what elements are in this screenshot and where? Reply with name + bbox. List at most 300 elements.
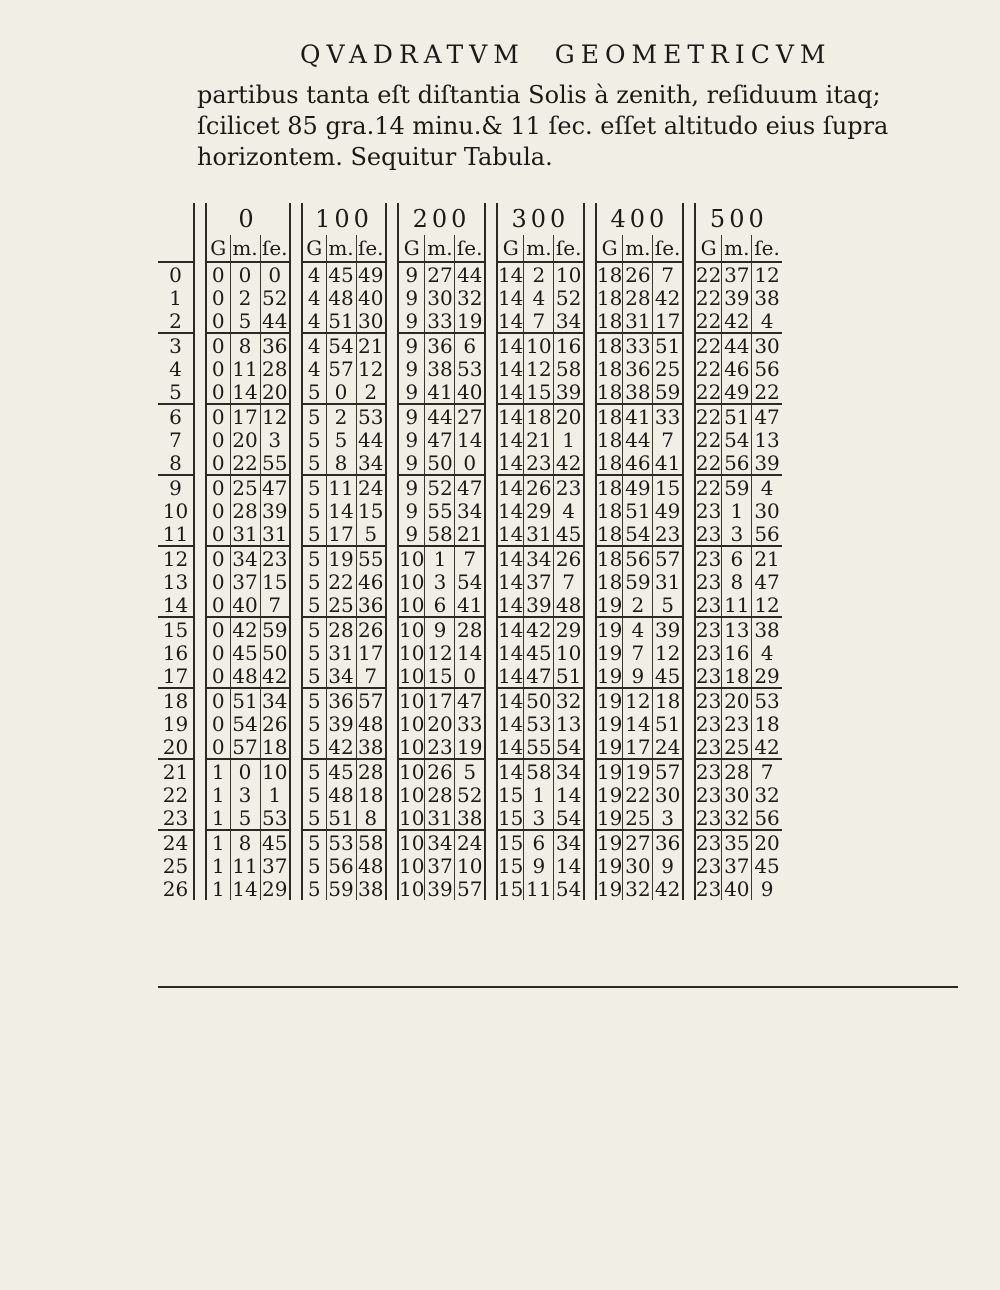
cell-seconds: 42 bbox=[654, 877, 681, 900]
column-divider bbox=[683, 570, 695, 593]
cell-seconds: 34 bbox=[356, 451, 386, 475]
group-header: 300 bbox=[511, 205, 570, 233]
cell-seconds: 5 bbox=[356, 522, 386, 546]
column-divider bbox=[194, 759, 206, 783]
table-row bbox=[158, 262, 782, 286]
cell-degrees: 10 bbox=[399, 688, 425, 712]
cell-minutes: 34 bbox=[425, 830, 455, 854]
cell-degrees: 9 bbox=[398, 333, 425, 357]
column-divider bbox=[194, 877, 206, 900]
subheader-degrees: G bbox=[497, 235, 524, 262]
column-divider bbox=[485, 688, 497, 712]
cell-seconds: 0 bbox=[455, 664, 485, 688]
subheader-seconds: ſe. bbox=[653, 235, 683, 262]
cell-seconds: 36 bbox=[654, 830, 681, 854]
cell-seconds: 27 bbox=[456, 404, 483, 428]
cell-degrees: 0 bbox=[206, 712, 230, 735]
cell-seconds: 48 bbox=[554, 593, 584, 617]
cell-seconds: 54 bbox=[555, 877, 582, 900]
cell-minutes: 12 bbox=[623, 688, 653, 712]
table-row bbox=[158, 759, 782, 783]
row-index: 0 bbox=[169, 262, 182, 286]
cell-seconds: 12 bbox=[262, 404, 288, 428]
cell-seconds: 4 bbox=[760, 641, 774, 664]
cell-degrees: 9 bbox=[398, 357, 425, 380]
table-wrapper bbox=[158, 203, 782, 900]
cell-minutes: 50 bbox=[425, 451, 455, 475]
table-row bbox=[158, 664, 782, 688]
cell-minutes: 21 bbox=[524, 428, 554, 451]
cell-minutes: 37 bbox=[230, 570, 260, 593]
cell-minutes: 17 bbox=[425, 688, 455, 712]
cell-minutes: 45 bbox=[230, 641, 260, 664]
cell-degrees: 5 bbox=[302, 451, 326, 475]
column-divider bbox=[683, 286, 695, 309]
column-divider bbox=[386, 712, 398, 735]
cell-minutes: 59 bbox=[722, 475, 752, 499]
column-divider bbox=[386, 664, 398, 688]
cell-seconds: 46 bbox=[358, 570, 384, 593]
cell-minutes: 11 bbox=[722, 593, 752, 617]
column-divider bbox=[386, 759, 398, 783]
cell-minutes: 53 bbox=[524, 712, 554, 735]
column-divider bbox=[485, 499, 497, 522]
cell-seconds: 6 bbox=[463, 333, 477, 357]
cell-seconds: 7 bbox=[260, 593, 290, 617]
column-divider bbox=[683, 475, 695, 499]
column-divider bbox=[290, 759, 302, 783]
cell-minutes: 59 bbox=[326, 877, 356, 900]
cell-seconds: 7 bbox=[463, 546, 477, 570]
subheader-minutes: m. bbox=[524, 235, 554, 262]
cell-degrees: 19 bbox=[596, 617, 623, 641]
table-row bbox=[158, 404, 782, 428]
altitude-table bbox=[158, 203, 782, 900]
cell-degrees: 14 bbox=[497, 522, 524, 546]
cell-seconds: 12 bbox=[654, 641, 681, 664]
column-divider bbox=[194, 286, 206, 309]
table-row bbox=[158, 286, 782, 309]
column-divider bbox=[386, 641, 398, 664]
column-divider bbox=[290, 333, 302, 357]
column-divider bbox=[290, 735, 302, 759]
cell-minutes: 2 bbox=[230, 286, 260, 309]
cell-seconds: 4 bbox=[752, 309, 782, 333]
table-row bbox=[158, 806, 782, 830]
column-divider bbox=[290, 806, 302, 830]
cell-degrees: 10 bbox=[399, 546, 425, 570]
cell-seconds: 42 bbox=[752, 735, 782, 759]
row-index: 4 bbox=[169, 357, 182, 380]
column-divider bbox=[485, 877, 497, 900]
column-divider bbox=[194, 735, 206, 759]
cell-seconds: 54 bbox=[456, 570, 483, 593]
cell-minutes: 26 bbox=[623, 262, 653, 286]
cell-minutes: 56 bbox=[722, 451, 752, 475]
column-divider bbox=[194, 428, 206, 451]
cell-minutes: 13 bbox=[722, 617, 752, 641]
cell-minutes: 35 bbox=[722, 830, 752, 854]
cell-degrees: 14 bbox=[497, 546, 524, 570]
cell-seconds: 30 bbox=[654, 783, 681, 806]
cell-degrees: 4 bbox=[302, 309, 326, 333]
table-row bbox=[158, 380, 782, 404]
cell-minutes: 1 bbox=[425, 546, 455, 570]
cell-degrees: 19 bbox=[596, 712, 623, 735]
cell-seconds: 10 bbox=[555, 262, 582, 286]
column-divider bbox=[584, 451, 596, 475]
cell-seconds: 38 bbox=[754, 617, 780, 641]
group-header: 0 bbox=[238, 205, 258, 233]
row-index: 13 bbox=[162, 570, 189, 593]
column-divider bbox=[290, 570, 302, 593]
header-corner bbox=[158, 203, 194, 235]
cell-seconds: 30 bbox=[754, 333, 780, 357]
cell-seconds: 47 bbox=[754, 570, 780, 593]
cell-seconds: 7 bbox=[760, 759, 774, 783]
cell-seconds: 4 bbox=[760, 475, 774, 499]
cell-minutes: 33 bbox=[623, 333, 653, 357]
cell-degrees: 0 bbox=[206, 380, 230, 404]
column-divider bbox=[194, 203, 206, 235]
cell-degrees: 18 bbox=[596, 333, 623, 357]
column-divider bbox=[194, 333, 206, 357]
table-header-row bbox=[158, 203, 782, 235]
column-divider bbox=[584, 830, 596, 854]
cell-seconds: 33 bbox=[654, 404, 681, 428]
cell-minutes: 8 bbox=[230, 830, 260, 854]
subheader-minutes: m. bbox=[623, 235, 653, 262]
cell-degrees: 22 bbox=[695, 380, 722, 404]
cell-seconds: 19 bbox=[455, 735, 485, 759]
cell-seconds: 23 bbox=[555, 475, 582, 499]
subheader-degrees: G bbox=[302, 235, 326, 262]
row-index: 17 bbox=[158, 664, 194, 688]
cell-minutes: 45 bbox=[524, 641, 554, 664]
cell-seconds: 15 bbox=[358, 499, 384, 522]
cell-minutes: 10 bbox=[524, 333, 554, 357]
cell-seconds: 57 bbox=[654, 759, 681, 783]
cell-degrees: 0 bbox=[206, 570, 230, 593]
column-divider bbox=[194, 522, 206, 546]
cell-degrees: 9 bbox=[398, 380, 425, 404]
column-divider bbox=[386, 380, 398, 404]
cell-minutes: 34 bbox=[230, 546, 260, 570]
cell-minutes: 31 bbox=[524, 522, 554, 546]
subheader-seconds: ſe. bbox=[356, 235, 386, 262]
cell-degrees: 18 bbox=[596, 499, 623, 522]
cell-minutes: 17 bbox=[326, 522, 356, 546]
column-divider bbox=[386, 570, 398, 593]
cell-minutes: 37 bbox=[722, 262, 752, 286]
column-divider bbox=[584, 546, 596, 570]
cell-seconds: 40 bbox=[455, 380, 485, 404]
cell-seconds: 12 bbox=[752, 593, 782, 617]
column-divider bbox=[683, 830, 695, 854]
cell-degrees: 14 bbox=[497, 759, 524, 783]
column-divider bbox=[485, 664, 497, 688]
subheader-minutes: m. bbox=[425, 235, 455, 262]
cell-degrees: 23 bbox=[695, 712, 722, 735]
row-index: 1 bbox=[169, 286, 182, 309]
cell-degrees: 14 bbox=[497, 593, 524, 617]
cell-minutes: 23 bbox=[722, 712, 752, 735]
row-index: 26 bbox=[162, 877, 189, 900]
cell-minutes: 45 bbox=[326, 759, 356, 783]
cell-seconds: 37 bbox=[262, 854, 288, 877]
cell-seconds: 48 bbox=[358, 712, 384, 735]
running-head bbox=[300, 40, 832, 69]
cell-seconds: 8 bbox=[356, 806, 386, 830]
column-divider bbox=[194, 830, 206, 854]
column-divider bbox=[584, 380, 596, 404]
cell-minutes: 34 bbox=[326, 664, 356, 688]
cell-seconds: 57 bbox=[358, 688, 384, 712]
cell-degrees: 19 bbox=[596, 783, 623, 806]
cell-minutes: 12 bbox=[524, 357, 554, 380]
row-index: 16 bbox=[162, 641, 189, 664]
cell-seconds: 38 bbox=[455, 806, 485, 830]
cell-degrees: 9 bbox=[398, 262, 425, 286]
cell-degrees: 5 bbox=[302, 617, 326, 641]
cell-seconds: 1 bbox=[268, 783, 282, 806]
column-divider bbox=[584, 286, 596, 309]
cell-seconds: 47 bbox=[262, 475, 288, 499]
cell-degrees: 0 bbox=[206, 664, 230, 688]
row-index: 11 bbox=[158, 522, 194, 546]
cell-seconds: 7 bbox=[356, 664, 386, 688]
cell-degrees: 19 bbox=[596, 830, 623, 854]
column-divider bbox=[683, 404, 695, 428]
cell-seconds: 13 bbox=[555, 712, 582, 735]
row-index: 12 bbox=[162, 546, 189, 570]
row-index: 23 bbox=[158, 806, 194, 830]
column-divider bbox=[683, 262, 695, 286]
cell-degrees: 23 bbox=[695, 641, 722, 664]
cell-seconds: 32 bbox=[555, 688, 582, 712]
cell-minutes: 9 bbox=[425, 617, 455, 641]
cell-degrees: 9 bbox=[398, 522, 425, 546]
column-divider bbox=[290, 404, 302, 428]
cell-degrees: 4 bbox=[302, 333, 326, 357]
cell-minutes: 11 bbox=[524, 877, 554, 900]
column-divider bbox=[290, 617, 302, 641]
cell-degrees: 5 bbox=[302, 854, 326, 877]
column-divider bbox=[584, 759, 596, 783]
cell-minutes: 42 bbox=[722, 309, 752, 333]
cell-degrees: 15 bbox=[497, 783, 524, 806]
cell-minutes: 19 bbox=[623, 759, 653, 783]
cell-seconds: 2 bbox=[356, 380, 386, 404]
column-divider bbox=[485, 333, 497, 357]
cell-seconds: 14 bbox=[555, 854, 582, 877]
group-header: 200 bbox=[412, 205, 471, 233]
column-divider bbox=[683, 428, 695, 451]
column-divider bbox=[290, 357, 302, 380]
column-divider bbox=[584, 428, 596, 451]
cell-seconds: 20 bbox=[754, 830, 780, 854]
column-divider bbox=[386, 203, 398, 235]
cell-seconds: 18 bbox=[358, 783, 384, 806]
cell-minutes: 47 bbox=[425, 428, 455, 451]
cell-degrees: 14 bbox=[497, 286, 524, 309]
cell-minutes: 37 bbox=[722, 854, 752, 877]
cell-minutes: 37 bbox=[425, 854, 455, 877]
cell-seconds: 53 bbox=[358, 404, 384, 428]
cell-minutes: 39 bbox=[425, 877, 455, 900]
row-index: 3 bbox=[169, 333, 182, 357]
cell-minutes: 7 bbox=[623, 641, 653, 664]
column-divider bbox=[485, 783, 497, 806]
column-divider bbox=[386, 286, 398, 309]
table-row bbox=[158, 546, 782, 570]
column-divider bbox=[194, 783, 206, 806]
column-divider bbox=[485, 475, 497, 499]
cell-seconds: 7 bbox=[562, 570, 576, 593]
cell-minutes: 8 bbox=[230, 333, 260, 357]
cell-minutes: 11 bbox=[230, 357, 260, 380]
cell-minutes: 52 bbox=[425, 475, 455, 499]
column-divider bbox=[386, 235, 398, 262]
column-divider bbox=[683, 688, 695, 712]
table-row bbox=[158, 783, 782, 806]
column-divider bbox=[683, 641, 695, 664]
cell-minutes: 39 bbox=[722, 286, 752, 309]
column-divider bbox=[194, 235, 206, 262]
cell-minutes: 48 bbox=[230, 664, 260, 688]
cell-degrees: 23 bbox=[695, 664, 722, 688]
column-divider bbox=[386, 333, 398, 357]
column-divider bbox=[485, 759, 497, 783]
subheader-seconds: ſe. bbox=[752, 235, 782, 262]
cell-minutes: 14 bbox=[230, 380, 260, 404]
column-divider bbox=[485, 593, 497, 617]
cell-seconds: 45 bbox=[262, 830, 288, 854]
table-row bbox=[158, 617, 782, 641]
cell-minutes: 22 bbox=[326, 570, 356, 593]
column-divider bbox=[194, 404, 206, 428]
cell-degrees: 19 bbox=[596, 877, 623, 900]
cell-degrees: 10 bbox=[399, 641, 425, 664]
column-divider bbox=[584, 735, 596, 759]
cell-degrees: 0 bbox=[206, 428, 230, 451]
cell-minutes: 17 bbox=[623, 735, 653, 759]
cell-minutes: 23 bbox=[425, 735, 455, 759]
cell-seconds: 54 bbox=[554, 806, 584, 830]
cell-seconds: 14 bbox=[456, 641, 483, 664]
cell-degrees: 9 bbox=[398, 451, 425, 475]
cell-seconds: 39 bbox=[554, 380, 584, 404]
cell-seconds: 21 bbox=[358, 333, 384, 357]
column-divider bbox=[584, 783, 596, 806]
cell-minutes: 55 bbox=[425, 499, 455, 522]
cell-minutes: 14 bbox=[623, 712, 653, 735]
intro-line: partibus tanta eſt diſtantia Solis à zenith, reſiduum itaq; bbox=[197, 81, 881, 109]
cell-degrees: 18 bbox=[596, 475, 623, 499]
column-divider bbox=[485, 357, 497, 380]
column-divider bbox=[194, 688, 206, 712]
table-row bbox=[158, 877, 782, 900]
cell-degrees: 10 bbox=[399, 712, 425, 735]
column-divider bbox=[386, 451, 398, 475]
cell-degrees: 0 bbox=[206, 593, 230, 617]
column-divider bbox=[683, 783, 695, 806]
cell-degrees: 1 bbox=[206, 854, 230, 877]
cell-seconds: 20 bbox=[555, 404, 582, 428]
subheader-degrees: G bbox=[398, 235, 425, 262]
cell-minutes: 31 bbox=[326, 641, 356, 664]
cell-degrees: 23 bbox=[695, 783, 722, 806]
cell-degrees: 10 bbox=[399, 830, 425, 854]
column-divider bbox=[290, 688, 302, 712]
cell-minutes: 38 bbox=[425, 357, 455, 380]
cell-seconds: 45 bbox=[754, 854, 780, 877]
column-divider bbox=[194, 712, 206, 735]
cell-seconds: 53 bbox=[456, 357, 483, 380]
column-divider bbox=[683, 522, 695, 546]
column-divider bbox=[485, 546, 497, 570]
column-divider bbox=[194, 262, 206, 286]
cell-seconds: 4 bbox=[562, 499, 576, 522]
cell-minutes: 27 bbox=[425, 262, 455, 286]
cell-degrees: 22 bbox=[695, 262, 722, 286]
cell-seconds: 33 bbox=[456, 712, 483, 735]
cell-minutes: 57 bbox=[326, 357, 356, 380]
cell-minutes: 2 bbox=[326, 404, 356, 428]
cell-minutes: 4 bbox=[524, 286, 554, 309]
cell-seconds: 55 bbox=[260, 451, 290, 475]
cell-minutes: 48 bbox=[326, 783, 356, 806]
cell-minutes: 42 bbox=[524, 617, 554, 641]
cell-seconds: 16 bbox=[555, 333, 582, 357]
column-divider bbox=[386, 877, 398, 900]
cell-degrees: 19 bbox=[596, 854, 623, 877]
column-divider bbox=[584, 712, 596, 735]
row-index: 8 bbox=[158, 451, 194, 475]
cell-minutes: 51 bbox=[722, 404, 752, 428]
cell-seconds: 18 bbox=[654, 688, 681, 712]
cell-seconds: 26 bbox=[262, 712, 288, 735]
column-divider bbox=[485, 735, 497, 759]
cell-degrees: 5 bbox=[302, 475, 326, 499]
cell-minutes: 46 bbox=[722, 357, 752, 380]
cell-degrees: 5 bbox=[302, 688, 326, 712]
cell-degrees: 1 bbox=[206, 806, 230, 830]
cell-minutes: 51 bbox=[230, 688, 260, 712]
column-divider bbox=[290, 830, 302, 854]
running-head-part2: GEOMETRICVM bbox=[554, 40, 832, 69]
cell-seconds: 29 bbox=[555, 617, 582, 641]
cell-seconds: 41 bbox=[653, 451, 683, 475]
cell-degrees: 23 bbox=[695, 735, 722, 759]
cell-degrees: 18 bbox=[596, 262, 623, 286]
cell-minutes: 54 bbox=[722, 428, 752, 451]
cell-seconds: 34 bbox=[555, 830, 582, 854]
row-index: 20 bbox=[158, 735, 194, 759]
cell-degrees: 0 bbox=[206, 688, 230, 712]
cell-seconds: 24 bbox=[456, 830, 483, 854]
table-row bbox=[158, 641, 782, 664]
cell-minutes: 4 bbox=[623, 617, 653, 641]
column-divider bbox=[485, 830, 497, 854]
cell-seconds: 10 bbox=[456, 854, 483, 877]
cell-degrees: 14 bbox=[497, 641, 524, 664]
column-divider bbox=[485, 428, 497, 451]
column-divider bbox=[683, 380, 695, 404]
cell-degrees: 0 bbox=[206, 262, 230, 286]
cell-minutes: 53 bbox=[326, 830, 356, 854]
cell-seconds: 45 bbox=[554, 522, 584, 546]
